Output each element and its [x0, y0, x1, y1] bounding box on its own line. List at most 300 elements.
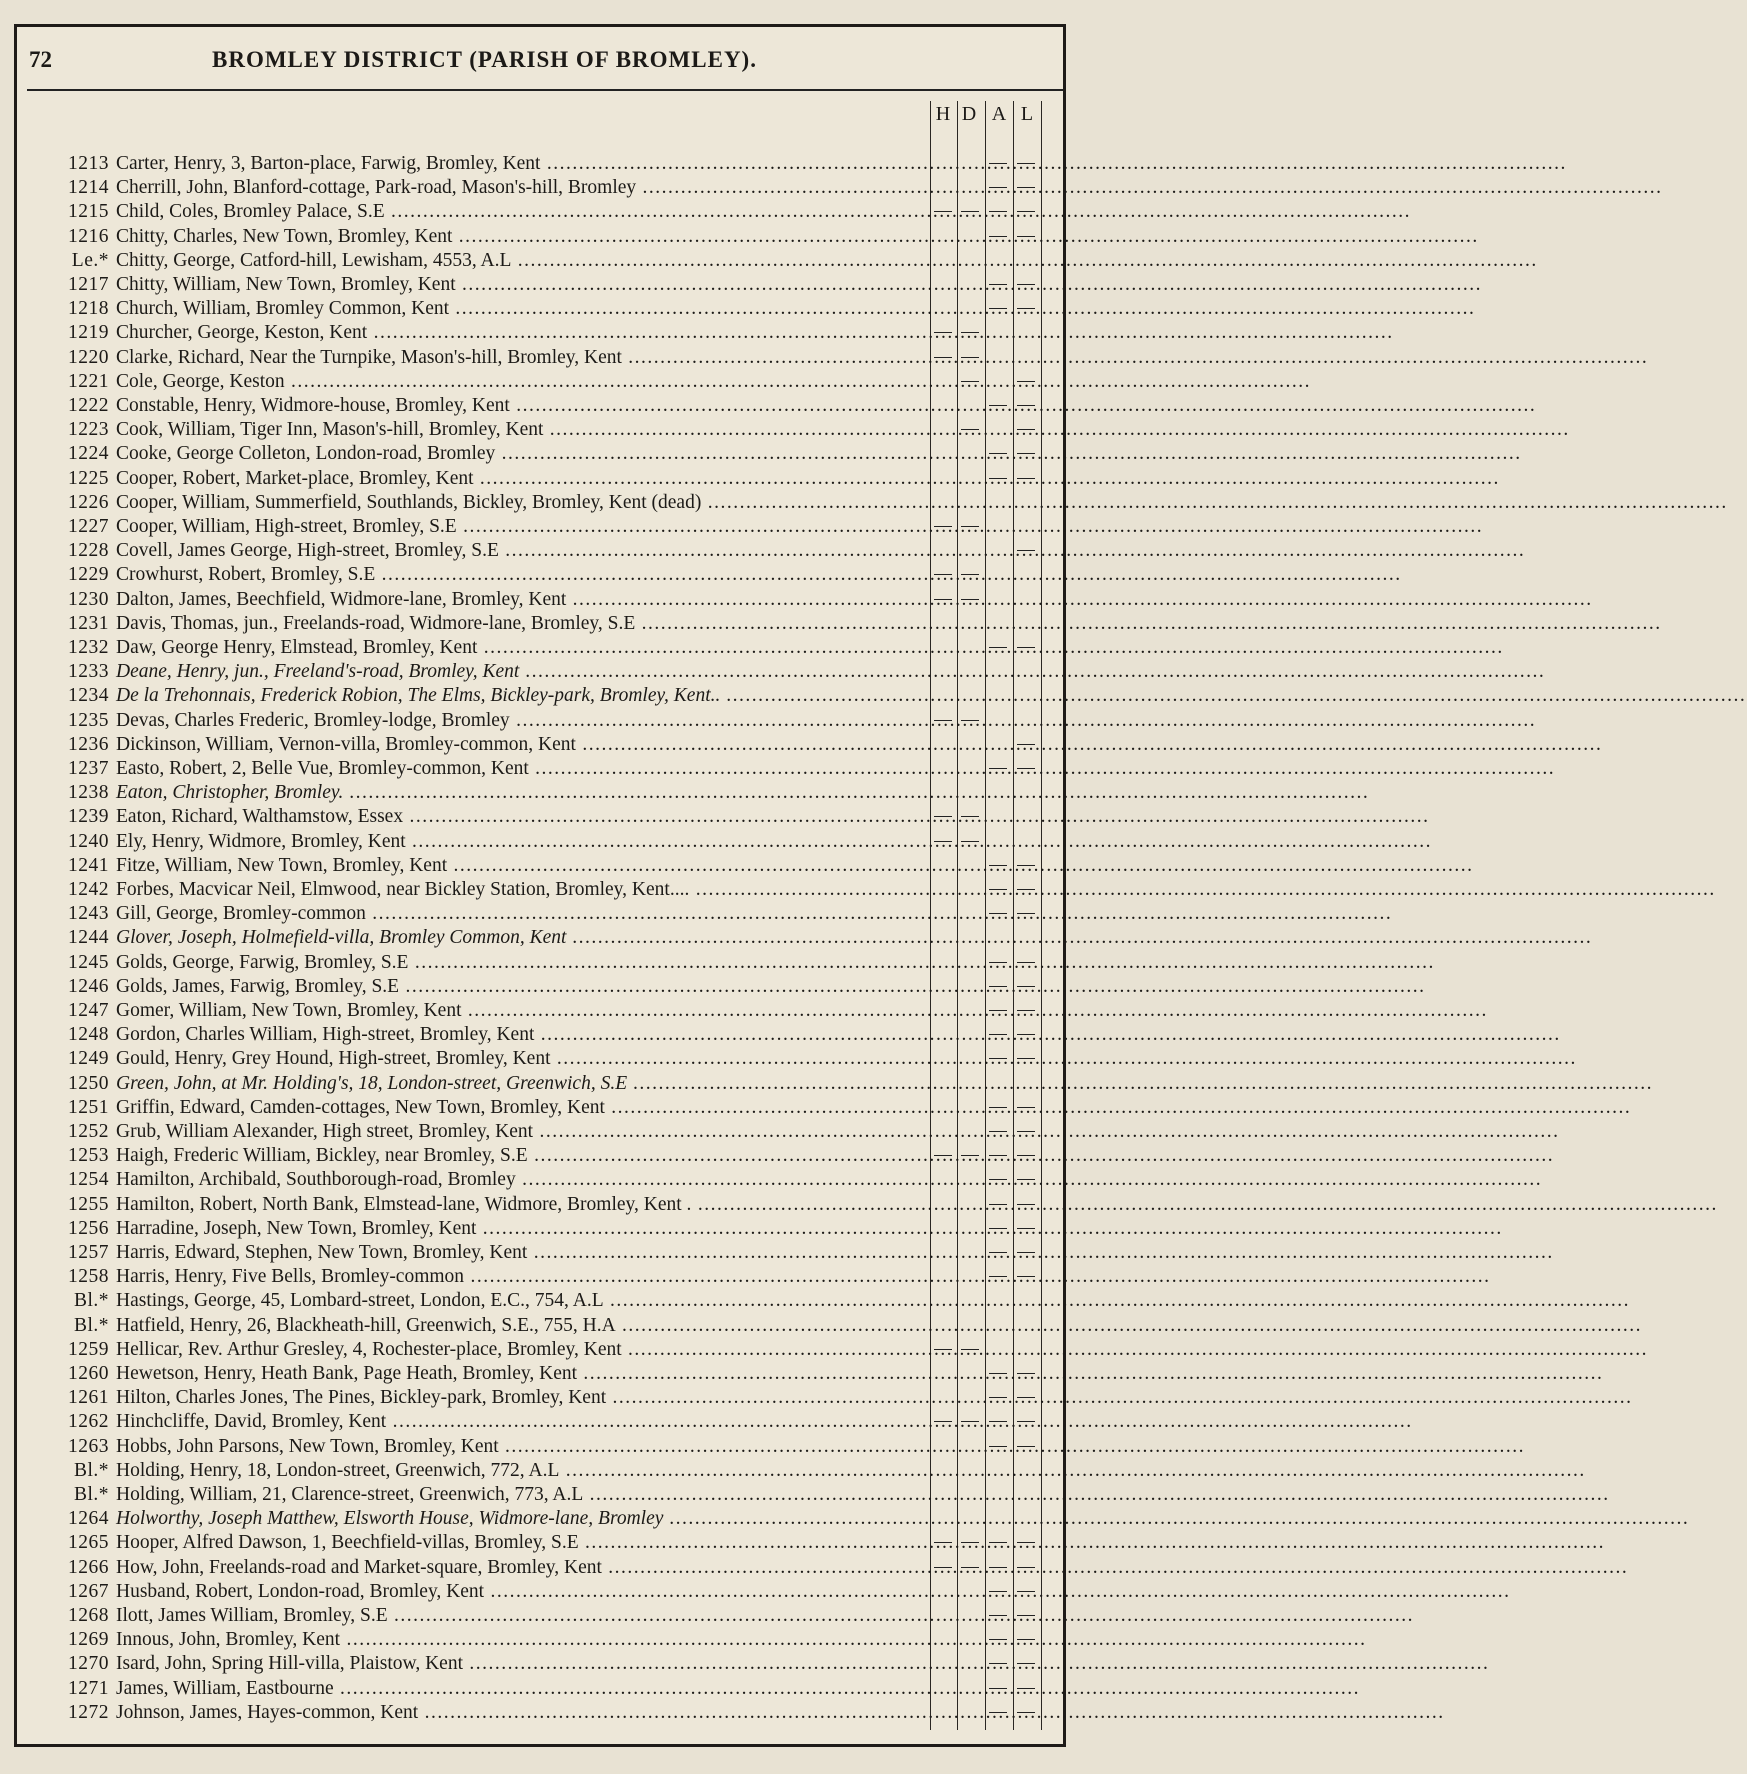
entry-text [116, 370, 1311, 394]
column-dash-d [961, 381, 979, 382]
entry-name-address: Easto, Robert, 2, Belle Vue, Bromley-common, Kent [116, 758, 529, 779]
register-row [17, 1120, 1560, 1144]
register-row [17, 297, 1476, 321]
entry-name-address: Husband, Robert, London-road, Bromley, Kent [116, 1580, 485, 1602]
column-dash-l [1017, 1615, 1035, 1616]
leader-dots: ................................................................................................................................................................ [575, 733, 1603, 755]
column-dash-l [1017, 284, 1035, 285]
entry-text [116, 1047, 1577, 1071]
column-dash-a [989, 211, 1007, 212]
entry-text [116, 1314, 1643, 1338]
page-number: 72 [29, 47, 52, 72]
register-row [17, 1241, 1554, 1265]
column-dash-l [1017, 744, 1035, 745]
entry-text [116, 1265, 1491, 1289]
entry-name-address: Hinchcliffe, David, Bromley, Kent [116, 1411, 387, 1433]
column-dash-h [934, 1421, 952, 1422]
entry-number: 1247 [68, 1000, 109, 1021]
entry-text [116, 975, 1426, 999]
leader-dots: ................................................................................................................................................................ [519, 661, 1546, 683]
leader-dots: ................................................................................................................................................................ [464, 1266, 1491, 1288]
leader-dots: ................................................................................................................................................................ [367, 322, 1394, 344]
entry-number: 1250 [68, 1072, 109, 1094]
column-dash-d [961, 816, 979, 817]
entry-name-address: Eaton, Richard, Walthamstow, Essex [116, 806, 404, 828]
entry-name-address: Harradine, Joseph, New Town, Bromley, Kent [116, 1217, 477, 1239]
register-row [17, 467, 1500, 491]
entry-number: 1256 [68, 1217, 109, 1239]
entry-text [116, 249, 1538, 273]
entry-text [116, 588, 1593, 612]
entry-text [116, 636, 1504, 660]
column-dash-l [1017, 962, 1035, 963]
entry-name-address: Harris, Henry, Five Bells, Bromley-common [116, 1266, 465, 1288]
entry-text [116, 515, 1484, 539]
leader-dots: ................................................................................................................................................................ [577, 1363, 1604, 1384]
column-dash-a [989, 962, 1007, 963]
leader-dots: ................................................................................................................................................................ [603, 1290, 1630, 1312]
column-dash-l [1017, 405, 1035, 406]
entry-name-address: Cole, George, Keston [116, 370, 285, 392]
register-row [17, 370, 1311, 394]
entry-number: 1227 [68, 516, 109, 537]
entry-text [116, 1531, 1605, 1555]
entry-name-address: Dalton, James, Beechfield, Widmore-lane, Bromley, Kent [116, 588, 567, 610]
leader-dots: ................................................................................................................................................................ [498, 1435, 1526, 1457]
entry-text [116, 200, 1412, 224]
entry-number: Bl.* [73, 1459, 109, 1481]
column-dash-a [989, 768, 1007, 769]
entry-text [116, 1507, 1690, 1531]
register-row [17, 1435, 1526, 1459]
entry-text [116, 176, 1663, 200]
entry-text [116, 854, 1474, 878]
register-row [17, 1168, 1543, 1192]
register-row [17, 346, 1649, 370]
entry-name-address: Harris, Edward, Stephen, New Town, Bromley, Kent [116, 1242, 528, 1263]
entry-name-address: Gould, Henry, Grey Hound, High-street, Bromley, Kent [116, 1048, 551, 1070]
entry-text [116, 1628, 1367, 1652]
leader-dots: ................................................................................................................................................................ [720, 685, 1747, 707]
register-row [17, 951, 1435, 975]
column-dash-l [1017, 1204, 1035, 1205]
column-dash-l [1017, 1663, 1035, 1664]
register-row [17, 1604, 1415, 1628]
column-dash-h [934, 526, 952, 527]
column-header-h: H [935, 103, 951, 125]
entry-name-address: Clarke, Richard, Near the Turnpike, Mason's-hill, Bromley, Kent [116, 346, 622, 368]
column-dash-h [934, 357, 952, 358]
column-dash-a [989, 1228, 1007, 1229]
column-dash-h [934, 574, 952, 575]
leader-dots: ................................................................................................................................................................ [340, 1629, 1367, 1651]
column-dash-l [1017, 1567, 1035, 1568]
entry-name-address: Devas, Charles Frederic, Bromley-lodge, Bromley [116, 709, 510, 731]
entry-name-address: Hellicar, Rev. Arthur Gresley, 4, Rochester-place, Bromley, Kent [116, 1338, 622, 1360]
column-dash-l [1017, 308, 1035, 309]
leader-dots: ................................................................................................................................................................ [701, 491, 1728, 513]
entry-name-address: Ely, Henry, Widmore, Bromley, Kent [116, 830, 406, 852]
register-row [17, 152, 1567, 176]
entry-name-address: Davis, Thomas, jun., Freelands-road, Widmore-lane, Bromley, S.E [116, 612, 636, 634]
entry-name-address: Johnson, James, Hayes-common, Kent [116, 1701, 419, 1723]
column-dash-d [961, 357, 979, 358]
column-dash-h [934, 1155, 952, 1156]
entry-number: 1268 [68, 1605, 109, 1626]
entry-name-address: Griffin, Edward, Camden-cottages, New Town, Bromley, Kent [116, 1096, 605, 1118]
entry-text [116, 1362, 1604, 1386]
entry-number: 1225 [68, 467, 109, 489]
register-row [17, 321, 1394, 345]
column-dash-a [989, 478, 1007, 479]
column-dash-a [989, 1421, 1007, 1422]
entry-name-address: De la Trehonnais, Frederick Robion, The Elms, Bickley-park, Bromley, Kent.. [116, 685, 721, 707]
leader-dots: ................................................................................................................................................................ [615, 1314, 1643, 1336]
entry-number: 1265 [68, 1532, 109, 1554]
entry-text [116, 660, 1546, 684]
entry-number: 1233 [68, 661, 109, 683]
entry-text [116, 394, 1537, 418]
entry-text [116, 346, 1649, 370]
entry-name-address: Daw, George Henry, Elmstead, Bromley, Kent [116, 637, 478, 658]
register-row [17, 200, 1412, 224]
entry-number: 1217 [68, 274, 109, 295]
entry-number: Bl.* [73, 1314, 109, 1336]
leader-dots: ................................................................................................................................................................ [559, 1459, 1586, 1481]
column-dash-a [989, 1155, 1007, 1156]
entry-number: 1224 [68, 443, 109, 465]
register-row [17, 1023, 1561, 1047]
column-dash-d [961, 1567, 979, 1568]
leader-dots: ................................................................................................................................................................ [528, 758, 1556, 779]
header-rule [27, 89, 1063, 91]
register-page [14, 24, 1747, 1747]
column-dash-a [989, 889, 1007, 890]
leader-dots: ................................................................................................................................................................ [403, 806, 1430, 828]
entry-name-address: Carter, Henry, 3, Barton-place, Farwig, Bromley, Kent [116, 153, 541, 174]
column-dash-l [1017, 429, 1035, 430]
register-row [17, 854, 1474, 878]
entry-number: 1216 [68, 225, 109, 247]
column-dash-d [961, 211, 979, 212]
leader-dots: ................................................................................................................................................................ [621, 1338, 1649, 1360]
entry-text [116, 1677, 1361, 1701]
entry-name-address: Covell, James George, High-street, Bromley, S.E [116, 540, 499, 562]
leader-dots: ................................................................................................................................................................ [604, 1096, 1632, 1118]
register-row [17, 926, 1593, 950]
entry-name-address: Hastings, George, 45, Lombard-street, London, E.C., 754, A.L [116, 1290, 604, 1312]
column-dash-d [961, 574, 979, 575]
entry-name-address: Green, John, at Mr. Holding's, 18, London-street, Greenwich, S.E [116, 1072, 628, 1094]
column-dash-l [1017, 1639, 1035, 1640]
entry-number: 1251 [68, 1096, 109, 1118]
entry-text [116, 418, 1570, 442]
register-row [17, 1265, 1491, 1289]
entry-name-address: Deane, Henry, jun., Freeland's-road, Bromley, Kent [116, 661, 520, 683]
leader-dots: ................................................................................................................................................................ [365, 903, 1393, 925]
leader-dots: ................................................................................................................................................................ [509, 709, 1537, 731]
entry-number: 1230 [68, 588, 109, 610]
register-row [17, 878, 1716, 902]
column-dash-d [961, 1349, 979, 1350]
register-row [17, 1072, 1654, 1096]
column-dash-h [934, 599, 952, 600]
column-dash-l [1017, 1397, 1035, 1398]
column-dash-l [1017, 550, 1035, 551]
leader-dots: ................................................................................................................................................................ [663, 1508, 1690, 1530]
column-dash-a [989, 1276, 1007, 1277]
column-dash-l [1017, 1228, 1035, 1229]
entry-text [116, 1652, 1490, 1676]
entry-text [116, 1144, 1555, 1168]
column-dash-a [989, 913, 1007, 914]
leader-dots: ................................................................................................................................................................ [578, 1532, 1605, 1554]
leader-dots: ................................................................................................................................................................ [452, 225, 1479, 247]
entry-name-address: Church, William, Bromley Common, Kent [116, 298, 450, 320]
column-dash-h [934, 1542, 952, 1543]
entry-text [116, 1120, 1560, 1144]
column-dash-a [989, 1010, 1007, 1011]
entry-text [116, 878, 1716, 902]
entry-number: 1253 [68, 1145, 109, 1167]
register-row [17, 1193, 1718, 1217]
entry-text [116, 999, 1488, 1023]
entry-number: 1220 [68, 346, 109, 368]
entry-name-address: Hamilton, Archibald, Southborough-road, Bromley [116, 1169, 516, 1191]
entry-text [116, 612, 1662, 636]
entry-number: 1269 [68, 1629, 109, 1651]
entry-number: 1226 [68, 491, 109, 513]
column-header-d: D [961, 103, 977, 125]
column-dash-l [1017, 1421, 1035, 1422]
leader-dots: ................................................................................................................................................................ [455, 274, 1482, 295]
register-row [17, 1531, 1605, 1555]
column-dash-h [934, 211, 952, 212]
register-row [17, 830, 1433, 854]
column-dash-d [961, 599, 979, 600]
entry-name-address: Isard, John, Spring Hill-villa, Plaistow, Kent [116, 1653, 464, 1675]
entry-number: 1255 [68, 1193, 109, 1215]
leader-dots: ................................................................................................................................................................ [375, 564, 1402, 586]
column-dash-l [1017, 1542, 1035, 1543]
register-row [17, 660, 1546, 684]
leader-dots: ................................................................................................................................................................ [511, 249, 1538, 271]
column-dash-l [1017, 1155, 1035, 1156]
leader-dots: ................................................................................................................................................................ [498, 540, 1526, 562]
leader-dots: ................................................................................................................................................................ [527, 1145, 1555, 1167]
entry-text [116, 781, 1370, 805]
leader-dots: ................................................................................................................................................................ [387, 1605, 1415, 1626]
entry-name-address: Eaton, Christopher, Bromley. [116, 782, 344, 804]
entry-text [116, 1072, 1654, 1096]
entry-number: 1254 [68, 1169, 109, 1191]
entry-number: 1264 [68, 1508, 109, 1530]
column-dash-l [1017, 478, 1035, 479]
leader-dots: ................................................................................................................................................................ [691, 1193, 1718, 1215]
column-dash-h [934, 816, 952, 817]
leader-dots: ................................................................................................................................................................ [484, 1580, 1511, 1602]
leader-dots: ................................................................................................................................................................ [463, 1653, 1490, 1675]
column-dash-a [989, 1058, 1007, 1059]
column-dash-l [1017, 1446, 1035, 1447]
entry-text [116, 539, 1526, 563]
register-row [17, 1507, 1690, 1531]
entry-number: 1246 [68, 975, 109, 997]
column-dash-a [989, 1397, 1007, 1398]
register-row [17, 1096, 1632, 1120]
register-row [17, 394, 1537, 418]
column-dash-a [989, 284, 1007, 285]
column-dash-l [1017, 1276, 1035, 1277]
leader-dots: ................................................................................................................................................................ [384, 201, 1412, 223]
entry-name-address: Child, Coles, Bromley Palace, S.E [116, 201, 385, 223]
register-row [17, 684, 1747, 708]
entry-text [116, 152, 1567, 176]
leader-dots: ................................................................................................................................................................ [540, 153, 1567, 174]
entry-name-address: Cooper, Robert, Market-place, Bromley, Kent [116, 467, 474, 489]
register-row [17, 225, 1479, 249]
entry-number: 1267 [68, 1580, 109, 1602]
leader-dots: ................................................................................................................................................................ [476, 1217, 1503, 1239]
leader-dots: ................................................................................................................................................................ [635, 612, 1662, 634]
entry-number: 1241 [68, 854, 109, 876]
leader-dots: ................................................................................................................................................................ [461, 1000, 1488, 1021]
register-row [17, 1652, 1490, 1676]
entry-text [116, 1435, 1526, 1459]
column-dash-l [1017, 1591, 1035, 1592]
register-row [17, 273, 1482, 297]
column-dash-a [989, 1712, 1007, 1713]
entry-text [116, 1023, 1561, 1047]
column-dash-l [1017, 211, 1035, 212]
column-dash-l [1017, 1373, 1035, 1374]
entry-name-address: Constable, Henry, Widmore-house, Bromley, Kent [116, 395, 510, 416]
column-dash-l [1017, 236, 1035, 237]
entry-text [116, 805, 1430, 829]
entry-name-address: Crowhurst, Robert, Bromley, S.E [116, 564, 376, 586]
entry-number: 1258 [68, 1266, 109, 1288]
entry-text [116, 709, 1537, 733]
leader-dots: ................................................................................................................................................................ [636, 177, 1663, 199]
column-dash-l [1017, 1712, 1035, 1713]
entry-number: 1238 [68, 782, 109, 804]
column-header-l: L [1020, 103, 1034, 125]
column-dash-a [989, 1663, 1007, 1664]
entry-number: 1229 [68, 564, 109, 586]
entry-name-address: Holding, Henry, 18, London-street, Greenwich, 772, A.L [116, 1459, 560, 1481]
column-dash-l [1017, 986, 1035, 987]
register-row [17, 1362, 1604, 1386]
leader-dots: ................................................................................................................................................................ [399, 975, 1426, 997]
entry-text [116, 225, 1479, 249]
register-row [17, 588, 1593, 612]
column-dash-a [989, 1542, 1007, 1543]
register-row [17, 709, 1537, 733]
entry-name-address: Cooke, George Colleton, London-road, Bromley [116, 443, 496, 465]
entry-name-address: Churcher, George, Keston, Kent [116, 322, 368, 344]
leader-dots: ................................................................................................................................................................ [533, 1121, 1560, 1142]
leader-dots: ................................................................................................................................................................ [534, 1024, 1561, 1046]
column-dash-a [989, 405, 1007, 406]
column-dash-l [1017, 1179, 1035, 1180]
column-dash-d [961, 841, 979, 842]
entry-number: 1266 [68, 1556, 109, 1578]
column-dash-a [989, 1252, 1007, 1253]
entry-number: 1214 [68, 177, 109, 199]
column-dash-a [989, 1567, 1007, 1568]
entry-text [116, 1701, 1445, 1725]
column-dash-h [934, 332, 952, 333]
entry-name-address: Hobbs, John Parsons, New Town, Bromley, Kent [116, 1435, 499, 1457]
leader-dots: ................................................................................................................................................................ [495, 443, 1522, 465]
register-row [17, 1459, 1586, 1483]
entry-number: 1252 [68, 1121, 109, 1142]
column-dash-l [1017, 381, 1035, 382]
entry-name-address: Hamilton, Robert, North Bank, Elmstead-lane, Widmore, Bromley, Kent . [116, 1193, 692, 1215]
register-row [17, 1483, 1610, 1507]
column-dash-l [1017, 1252, 1035, 1253]
leader-dots: ................................................................................................................................................................ [515, 1169, 1543, 1191]
entry-number: 1222 [68, 395, 109, 416]
column-dash-l [1017, 1058, 1035, 1059]
column-dash-d [961, 720, 979, 721]
entry-number: 1248 [68, 1024, 109, 1046]
entry-text [116, 902, 1393, 926]
leader-dots: ................................................................................................................................................................ [386, 1411, 1413, 1433]
entry-number: 1249 [68, 1048, 109, 1070]
column-dash-l [1017, 865, 1035, 866]
column-dash-h [934, 720, 952, 721]
entry-number: 1272 [68, 1701, 109, 1723]
leader-dots: ................................................................................................................................................................ [550, 1048, 1577, 1070]
entry-name-address: Golds, James, Farwig, Bromley, S.E [116, 975, 400, 997]
entry-name-address: Chitty, George, Catford-hill, Lewisham, 4553, A.L [116, 249, 512, 271]
entry-name-address: Hatfield, Henry, 26, Blackheath-hill, Greenwich, S.E., 755, H.A [116, 1314, 616, 1336]
leader-dots: ................................................................................................................................................................ [606, 1387, 1633, 1409]
entry-text [116, 1604, 1415, 1628]
entry-number: 1223 [68, 419, 109, 441]
entry-text [116, 442, 1522, 466]
column-dash-a [989, 236, 1007, 237]
entry-number: 1228 [68, 540, 109, 562]
leader-dots: ................................................................................................................................................................ [473, 467, 1500, 489]
leader-dots: ................................................................................................................................................................ [405, 830, 1433, 852]
register-row [17, 1556, 1629, 1580]
column-dash-a [989, 187, 1007, 188]
entry-number: 1237 [68, 758, 109, 779]
entry-number: 1244 [68, 927, 109, 949]
entry-name-address: Haigh, Frederic William, Bickley, near Bromley, S.E [116, 1145, 528, 1167]
column-dash-l [1017, 1107, 1035, 1108]
column-dash-l [1017, 163, 1035, 164]
register-row [17, 563, 1402, 587]
entry-text [116, 321, 1394, 345]
leader-dots: ................................................................................................................................................................ [333, 1677, 1361, 1699]
entry-text [116, 1556, 1629, 1580]
entry-name-address: Chitty, William, New Town, Bromley, Kent [116, 274, 456, 295]
leader-dots: ................................................................................................................................................................ [583, 1484, 1610, 1505]
entry-name-address: Gordon, Charles William, High-street, Bromley, Kent [116, 1024, 535, 1046]
page-header [17, 27, 1063, 91]
entry-text [116, 273, 1482, 297]
column-dash-d [961, 429, 979, 430]
register-row [17, 1580, 1511, 1604]
entry-name-address: Forbes, Macvicar Neil, Elmwood, near Bickley Station, Bromley, Kent.... [116, 879, 690, 900]
leader-dots: ................................................................................................................................................................ [509, 395, 1537, 416]
column-dash-l [1017, 647, 1035, 648]
column-headers [929, 103, 1069, 133]
column-dash-a [989, 1131, 1007, 1132]
